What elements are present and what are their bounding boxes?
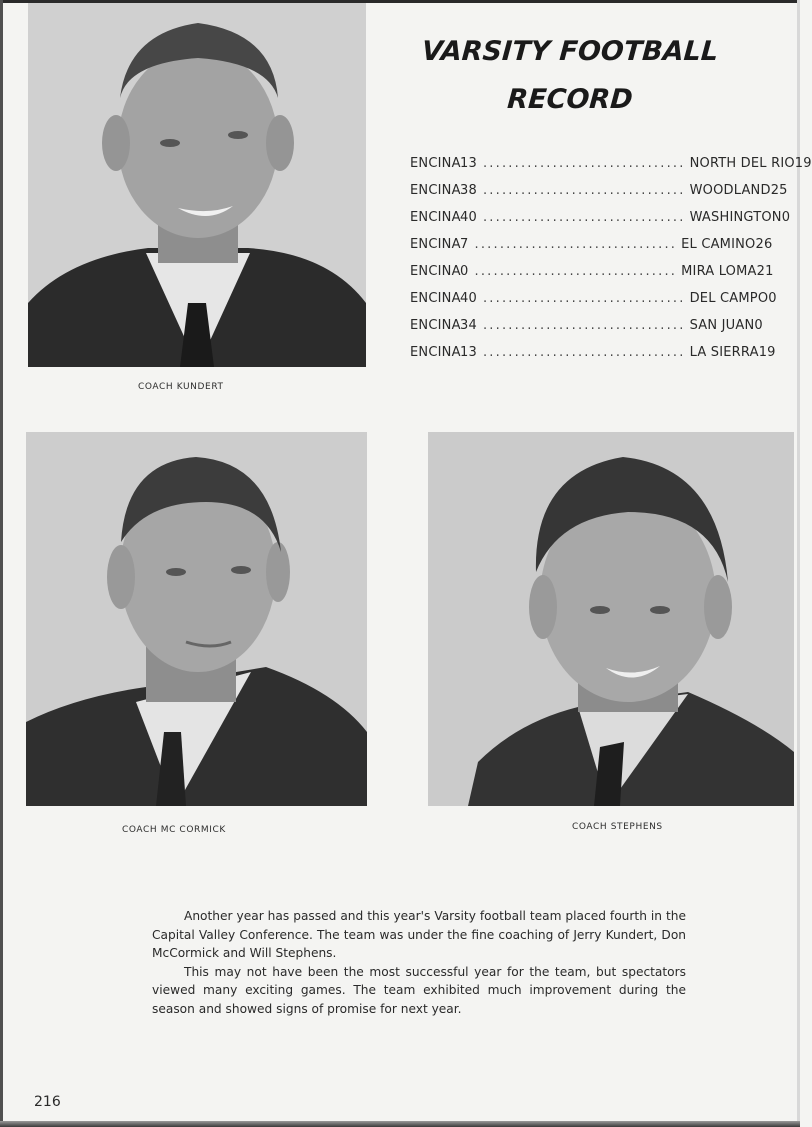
home-score: 34: [460, 318, 477, 333]
caption-coach-kundert: COACH KUNDERT: [138, 382, 224, 392]
opponent: SAN JUAN: [689, 318, 755, 333]
opponent: LA SIERRA: [689, 345, 759, 360]
opponent-score: 19: [758, 345, 776, 360]
record-row: [410, 210, 791, 237]
title-line-1: VARSITY FOOTBALL: [420, 36, 720, 67]
dot-leader: ................................: [482, 291, 686, 306]
record-row: [410, 183, 788, 210]
opponent: EL CAMINO: [681, 237, 756, 252]
portrait-kundert-image: [28, 3, 366, 367]
dot-leader: ................................: [474, 264, 678, 279]
page-edge-left: [0, 0, 3, 1127]
dot-leader: ................................: [482, 345, 686, 360]
home-team: ENCINA: [410, 156, 461, 171]
record-row: [410, 264, 774, 291]
coach-stephens-photo: [428, 432, 794, 806]
home-team: ENCINA: [410, 210, 461, 225]
article-body: [152, 907, 686, 1019]
record-row: [410, 318, 763, 345]
home-score: 38: [460, 183, 477, 198]
home-team: ENCINA: [410, 291, 461, 306]
home-team: ENCINA: [410, 183, 461, 198]
opponent-score: 26: [755, 237, 773, 252]
page-edge-bottom: [0, 1121, 800, 1127]
opponent-score: 25: [770, 183, 788, 198]
home-score: 0: [460, 264, 469, 279]
home-score: 7: [460, 237, 469, 252]
record-row: [410, 291, 777, 318]
dot-leader: ................................: [482, 156, 686, 171]
dot-leader: ................................: [482, 210, 686, 225]
coach-kundert-photo: [28, 3, 366, 367]
opponent: WASHINGTON: [689, 210, 782, 225]
paragraph-2: This may not have been the most successful year for the team, but spectators viewed many exciting games. The team exhibited much improvement during the season and showed signs of promise for next year.: [152, 964, 686, 1016]
dot-leader: ................................: [482, 318, 686, 333]
record-row: [410, 237, 773, 264]
opponent-score: 0: [754, 318, 763, 333]
home-score: 40: [460, 210, 477, 225]
home-score: 13: [460, 156, 477, 171]
home-team: ENCINA: [410, 264, 461, 279]
opponent-score: 19: [794, 156, 812, 171]
opponent: MIRA LOMA: [681, 264, 757, 279]
home-team: ENCINA: [410, 318, 461, 333]
home-team: ENCINA: [410, 345, 461, 360]
caption-coach-mccormick: COACH MC CORMICK: [122, 825, 226, 835]
portrait-mccormick-image: [26, 432, 367, 806]
home-score: 40: [460, 291, 477, 306]
opponent: DEL CAMPO: [689, 291, 769, 306]
record-row: [410, 156, 812, 183]
opponent-score: 0: [768, 291, 777, 306]
dot-leader: ................................: [474, 237, 678, 252]
opponent: WOODLAND: [689, 183, 771, 198]
opponent-score: 0: [781, 210, 791, 225]
portrait-stephens-image: [428, 432, 794, 806]
paragraph-1: Another year has passed and this year's Varsity football team placed fourth in the Capital Valley Conference. The team was under the fine coaching of Jerry Kundert, Don McCormick and Will Stephens.: [152, 909, 686, 961]
title-line-2: RECORD: [506, 84, 634, 115]
home-team: ENCINA: [410, 237, 461, 252]
record-row: [410, 345, 776, 372]
football-record-list: [410, 156, 812, 372]
opponent: NORTH DEL RIO: [689, 156, 795, 171]
opponent-score: 21: [756, 264, 774, 279]
dot-leader: ................................: [482, 183, 686, 198]
page-number: 216: [34, 1094, 61, 1110]
caption-coach-stephens: COACH STEPHENS: [572, 822, 663, 832]
home-score: 13: [460, 345, 477, 360]
coach-mccormick-photo: [26, 432, 367, 806]
